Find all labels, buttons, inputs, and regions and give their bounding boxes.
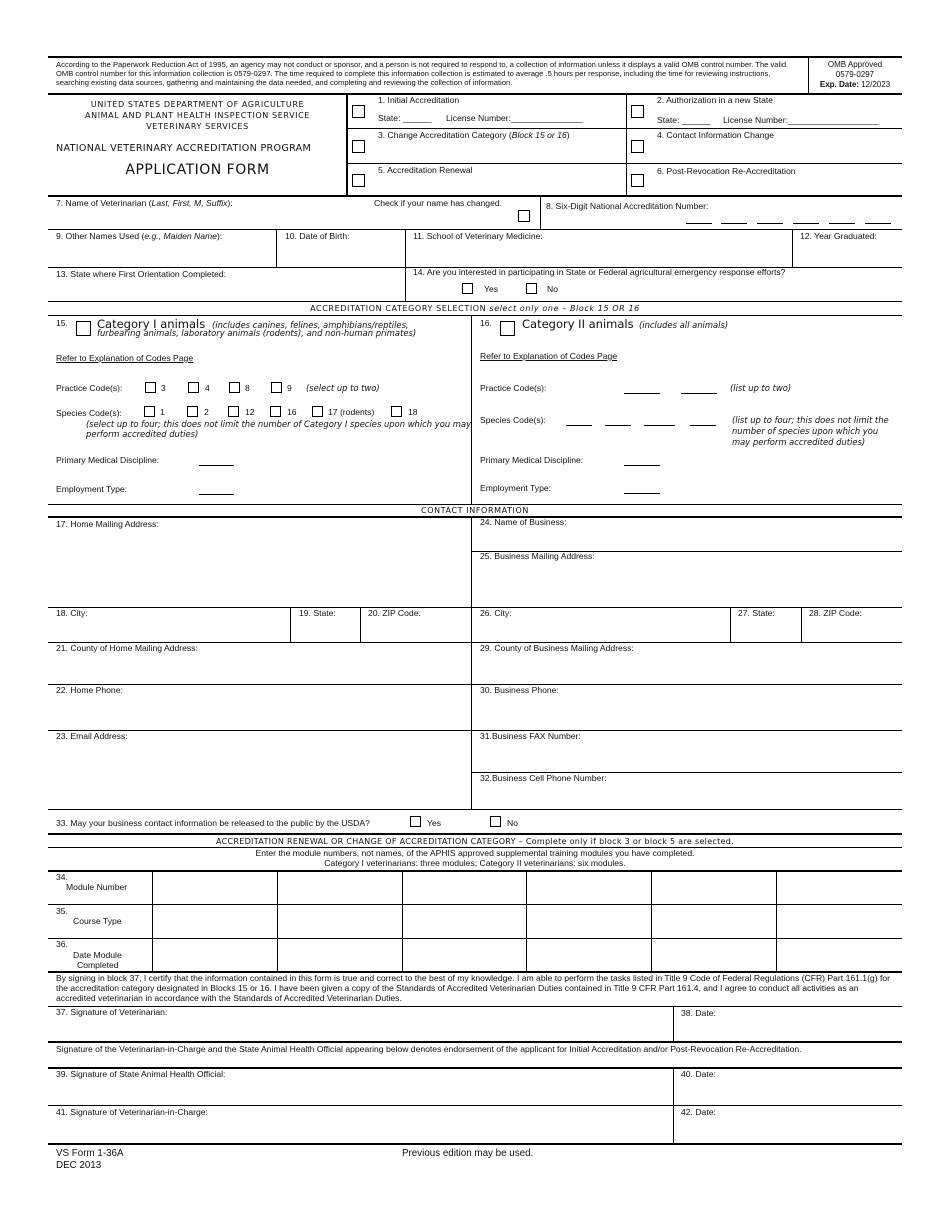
accreditation-number-label: 8. Six-Digit National Accreditation Number: bbox=[546, 201, 709, 211]
emergency-yes-checkbox[interactable] bbox=[462, 283, 473, 294]
business-county-label: 29. County of Business Mailing Address: bbox=[480, 643, 634, 653]
orientation-state-label: 13. State where First Orientation Completed: bbox=[56, 269, 227, 279]
species-code-1-checkbox[interactable] bbox=[144, 406, 155, 417]
cat2-practice-label: Practice Code(s): bbox=[480, 383, 547, 393]
type-4-label: 4. Contact Information Change bbox=[657, 130, 775, 140]
year-graduated-label: 12. Year Graduated: bbox=[800, 231, 877, 241]
species-code-1: 1 bbox=[160, 407, 165, 417]
species-code-12-checkbox[interactable] bbox=[228, 406, 239, 417]
practice-code-3-checkbox[interactable] bbox=[145, 382, 156, 393]
type-2-state[interactable]: State: ______ bbox=[657, 115, 711, 125]
emergency-response-label: 14. Are you interested in participating in State or Federal agricultural emergency response efforts? bbox=[413, 267, 786, 277]
date-of-birth-label: 10. Date of Birth: bbox=[285, 231, 350, 241]
form-title: APPLICATION FORM bbox=[125, 162, 270, 178]
emergency-no-checkbox[interactable] bbox=[526, 283, 537, 294]
species-code-17: 17 (rodents) bbox=[328, 407, 375, 417]
type-1-license[interactable]: License Number:_______________ bbox=[446, 113, 583, 123]
type-3-label: 3. Change Accreditation Category (Block 15 or 16) bbox=[378, 130, 570, 140]
species-code-17-checkbox[interactable] bbox=[312, 406, 323, 417]
cat2-species-note-1: (list up to four; this does not limit the bbox=[732, 415, 889, 425]
practice-code-3: 3 bbox=[161, 383, 166, 393]
business-address-label: 25. Business Mailing Address: bbox=[480, 551, 595, 561]
contact-change-checkbox[interactable] bbox=[631, 140, 644, 153]
practice-code-8-checkbox[interactable] bbox=[229, 382, 240, 393]
category-1-number: 15. bbox=[56, 318, 68, 328]
practice-code-9-checkbox[interactable] bbox=[271, 382, 282, 393]
change-category-checkbox[interactable] bbox=[352, 140, 365, 153]
vic-date-label: 42. Date: bbox=[681, 1107, 716, 1117]
cat2-employment-label: Employment Type: bbox=[480, 483, 552, 493]
release-yes-label: Yes bbox=[427, 818, 442, 828]
business-fax-label: 31.Business FAX Number: bbox=[480, 731, 581, 741]
release-no-checkbox[interactable] bbox=[490, 816, 501, 827]
cat2-discipline-label: Primary Medical Discipline: bbox=[480, 455, 584, 465]
cat1-employment-label: Employment Type: bbox=[56, 484, 128, 494]
cat1-practice-label: Practice Code(s): bbox=[56, 383, 123, 393]
veterinarian-name-label: 7. Name of Veterinarian (Last, First, M, Suffix): bbox=[56, 198, 233, 208]
practice-code-8: 8 bbox=[245, 383, 250, 393]
emergency-no-label: No bbox=[547, 284, 558, 294]
date-module-label-2: Completed bbox=[77, 960, 119, 970]
vet-signature-label: 37. Signature of Veterinarian: bbox=[56, 1007, 168, 1017]
species-code-2: 2 bbox=[204, 407, 209, 417]
renewal-instruction-2: Category I veterinarians: three modules; Category II veterinarians: six modules. bbox=[324, 858, 626, 868]
business-name-label: 24. Name of Business: bbox=[480, 517, 567, 527]
category-2-checkbox[interactable] bbox=[500, 321, 515, 336]
business-city-label: 26. City: bbox=[480, 608, 512, 618]
home-phone-label: 22. Home Phone: bbox=[56, 685, 123, 695]
home-state-label: 19. State: bbox=[299, 608, 336, 618]
cat2-species-note-3: may perform accredited duties) bbox=[732, 437, 866, 447]
type-2-label: 2. Authorization in a new State bbox=[657, 95, 774, 105]
species-code-16-checkbox[interactable] bbox=[270, 406, 281, 417]
previous-edition-note: Previous edition may be used. bbox=[402, 1148, 534, 1159]
post-revocation-checkbox[interactable] bbox=[631, 174, 644, 187]
business-state-label: 27. State: bbox=[738, 608, 775, 618]
home-county-label: 21. County of Home Mailing Address: bbox=[56, 643, 198, 653]
date-module-label-1: Date Module bbox=[73, 950, 122, 960]
renewal-heading: ACCREDITATION RENEWAL OR CHANGE OF ACCREDITATION CATEGORY – Complete only if block 3 or block 5 are selected. bbox=[215, 837, 734, 846]
cat2-species-note-2: number of species upon which you bbox=[732, 426, 879, 436]
species-code-16: 16 bbox=[287, 407, 297, 417]
business-phone-label: 30. Business Phone: bbox=[480, 685, 559, 695]
cat1-species-note-1: (select up to four; this does not limit the number of Category I species upon which you may bbox=[86, 419, 472, 429]
emergency-yes-label: Yes bbox=[484, 284, 499, 294]
category-2-codes-link[interactable]: Refer to Explanation of Codes Page bbox=[480, 351, 618, 361]
type-2-license[interactable]: License Number:___________________ bbox=[723, 115, 879, 125]
module-number-num: 34. bbox=[56, 872, 68, 882]
release-no-label: No bbox=[507, 818, 518, 828]
vet-school-label: 11. School of Veterinary Medicine: bbox=[413, 231, 543, 241]
omb-number: 0579-0297 bbox=[835, 70, 875, 79]
category-2-title: Category II animals bbox=[522, 317, 634, 331]
category-2-number: 16. bbox=[480, 318, 492, 328]
cat2-species-label: Species Code(s): bbox=[480, 415, 546, 425]
endorsement-text: Signature of the Veterinarian-in-Charge and the State Animal Health Official appearing below denotes endorsement of the applicant for Initial Accreditation and/or Post-Revocation Re-Accreditation. bbox=[56, 1044, 802, 1054]
agency-line-1: UNITED STATES DEPARTMENT OF AGRICULTURE bbox=[90, 100, 305, 109]
new-state-checkbox[interactable] bbox=[631, 105, 644, 118]
state-official-date-label: 40. Date: bbox=[681, 1069, 716, 1079]
category-1-title: Category I animals bbox=[97, 317, 206, 331]
agency-line-2: ANIMAL AND PLANT HEALTH INSPECTION SERVICE bbox=[85, 111, 310, 120]
category-1-desc-1: (includes canines, felines, amphibians/reptiles, bbox=[212, 320, 409, 330]
other-names-label: 9. Other Names Used (e.g., Maiden Name): bbox=[56, 231, 223, 241]
name-changed-checkbox[interactable] bbox=[518, 210, 530, 222]
cat2-practice-note: (list up to two) bbox=[730, 383, 792, 393]
vet-signature-date-label: 38. Date: bbox=[681, 1008, 716, 1018]
species-code-12: 12 bbox=[245, 407, 255, 417]
initial-accreditation-checkbox[interactable] bbox=[352, 105, 365, 118]
exp-date: Exp. Date: 12/2023 bbox=[819, 80, 891, 89]
category-1-checkbox[interactable] bbox=[76, 321, 91, 336]
program-name: NATIONAL VETERINARY ACCREDITATION PROGRAM bbox=[56, 143, 312, 154]
cat1-species-label: Species Code(s): bbox=[56, 408, 122, 418]
home-address-label: 17. Home Mailing Address: bbox=[56, 519, 159, 529]
release-info-label: 33. May your business contact information be released to the public by the USDA? bbox=[56, 818, 370, 828]
module-number-label: Module Number bbox=[66, 882, 128, 892]
paperwork-notice: According to the Paperwork Reduction Act of 1995, an agency may not conduct or sponsor, and a person is not required to respond to, a collection of information unless it displays a valid OMB control number. The valid OMB control number for this information collection is 0579-0297. The time required to complete this information collection is estimated to average .5 hours per response, including the time for reviewing instructions, searching existing data sources, gathering and maintaining the data needed, and completing and reviewing the collection of information. bbox=[56, 60, 787, 88]
home-zip-label: 20. ZIP Code: bbox=[368, 608, 421, 618]
type-6-label: 6. Post-Revocation Re-Accreditation bbox=[657, 166, 796, 176]
course-type-num: 35. bbox=[56, 906, 68, 916]
species-code-18: 18 bbox=[408, 407, 418, 417]
business-cell-label: 32.Business Cell Phone Number: bbox=[480, 773, 607, 783]
state-official-signature-label: 39. Signature of State Animal Health Official: bbox=[56, 1069, 226, 1079]
species-code-2-checkbox[interactable] bbox=[187, 406, 198, 417]
email-label: 23. Email Address: bbox=[56, 731, 128, 741]
date-module-num: 36. bbox=[56, 939, 68, 949]
category-section-heading: ACCREDITATION CATEGORY SELECTION select only one – Block 15 OR 16 bbox=[310, 304, 640, 313]
type-1-state[interactable]: State: ______ bbox=[378, 113, 432, 123]
cat1-species-note-2: perform accredited duties) bbox=[86, 429, 199, 439]
species-code-18-checkbox[interactable] bbox=[391, 406, 402, 417]
cat1-practice-note: (select up to two) bbox=[306, 383, 380, 393]
renewal-instruction-1: Enter the module numbers, not names, of the APHIS approved supplemental training modules you have completed. bbox=[255, 848, 695, 858]
practice-code-9: 9 bbox=[287, 383, 292, 393]
category-1-codes-link[interactable]: Refer to Explanation of Codes Page bbox=[56, 353, 194, 363]
home-city-label: 18. City: bbox=[56, 608, 88, 618]
omb-approved: OMB Approved bbox=[827, 60, 883, 69]
business-zip-label: 28. ZIP Code: bbox=[809, 608, 862, 618]
certification-text: By signing in block 37, I certify that the information contained in this form is true and correct to the best of my knowledge. I am able to perform the tasks listed in Title 9 Code of Federal Regulations (CFR) Part 161.1(g) for the accreditation category designated in Blocks 15 or 16. I have been given a copy of the Standards of Accredited Veterinarian Duties contained in Title 9 CFR Part 161.4, and I agree to conduct all activities as an accredited veterinarian in accordance with the Standards of Accredited Veterinarian Duties. bbox=[56, 973, 890, 1004]
practice-code-4: 4 bbox=[205, 383, 210, 393]
release-yes-checkbox[interactable] bbox=[410, 816, 421, 827]
type-5-label: 5. Accreditation Renewal bbox=[378, 165, 473, 175]
contact-heading: CONTACT INFORMATION bbox=[421, 506, 529, 515]
renewal-checkbox[interactable] bbox=[352, 174, 365, 187]
agency-line-3: VETERINARY SERVICES bbox=[146, 122, 249, 131]
practice-code-4-checkbox[interactable] bbox=[188, 382, 199, 393]
form-id: VS Form 1-36A bbox=[56, 1148, 124, 1159]
category-1-desc-2: furbearing animals, laboratory animals (rodents), and non-human primates) bbox=[97, 328, 417, 338]
form-date: DEC 2013 bbox=[56, 1160, 102, 1171]
course-type-label: Course Type bbox=[73, 916, 122, 926]
category-2-desc: (includes all animals) bbox=[639, 320, 729, 330]
name-changed-label: Check if your name has changed. bbox=[374, 198, 503, 208]
cat1-discipline-label: Primary Medical Discipline: bbox=[56, 455, 160, 465]
type-1-label: 1. Initial Accreditation bbox=[378, 95, 460, 105]
vic-signature-label: 41. Signature of Veterinarian-in-Charge: bbox=[56, 1107, 208, 1117]
